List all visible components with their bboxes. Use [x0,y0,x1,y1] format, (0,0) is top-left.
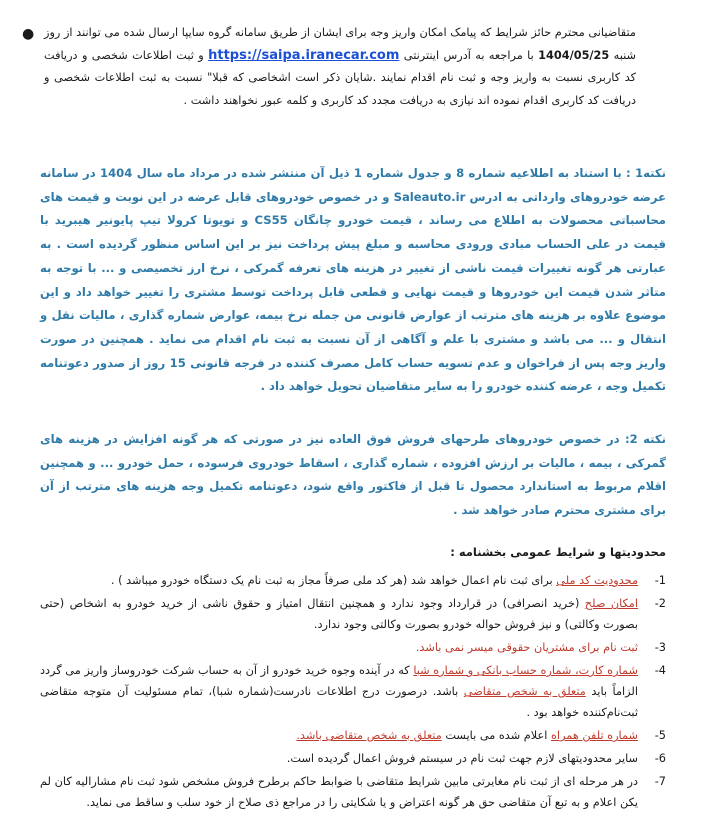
list-item [40,637,666,658]
list-item [40,570,666,591]
list-item [40,660,666,723]
intro-text-3: و ثبت اطلاعات شخصی و دریافت کد کاربری نسبت به واریز وجه و ثبت نام اقدام نمایند .شایان ذکر است اشخاصی که قبلا" نسبت به ثبت اطلاعات شخصی و دریافت کد کاربری اقدام نموده اند نیازی به دریافت مجدد کد کاربری و کلمه عبور نخواهند داشت . [44,48,636,107]
item-text: (خرید انصرافی) در قرارداد وجود ندارد و همچنین انتقال امتیاز و حقوق ناشی از خرید خودرو به اشخاص (حتی بصورت وکالتی) و نیز فروش حواله خودرو بصورت وکالتی وجود ندارد. [40,597,638,631]
list-item [40,593,666,635]
item-text: اعلام شده می بایست [441,729,552,742]
intro-text-2: با مراجعه به آدرس اینترنتی [403,48,534,62]
item-highlight-2: متعلق به شخص متقاضی [463,685,586,698]
saipa-link[interactable]: https://saipa.iranecar.com [208,47,400,63]
item-number: -7 [654,775,666,788]
item-text: ثبت نام برای مشتریان حقوقی میسر نمی باشد. [415,641,638,654]
item-text-2: باشد. درصورت درج اطلاعات نادرست(شماره شبا)، تمام مسئولیت آن متوجه متقاضی ثبت‌نام‌کننده خواهد بود . [40,685,638,719]
item-number: -3 [654,641,666,654]
item-text: سایر محدودیتهای لازم جهت ثبت نام در سیستم فروش اعمال گردیده است. [286,752,638,765]
item-highlight: امکان صلح [584,597,638,610]
list-item [40,748,666,769]
item-text: که در آینده وجوه خرید خودرو از آن به حساب شرکت خودروساز واریز می گردد الزاماً باید [40,664,639,698]
intro-paragraph [22,22,637,112]
note-1: نکته1 : با استناد به اطلاعیه شماره 8 و جدول شماره 1 ذیل آن منتشر شده در مرداد ماه سال 1404 در سامانه عرضه خودروهای وارداتی به ادرس Saleauto.ir و در خصوص خودروهای قابل عرضه در این نوبت و قیمت های محاسباتی محصولات به اطلاع می رساند ، قیمت خودرو چانگان CS55 و تویوتا کرولا تیپ پایونیر هیبرید با قیمت در علی الحساب مبادی ورودی محاسبه و مبلغ پیش پرداخت نیز بر این اساس منظور گردیده است . به عبارتی هر گونه تغییرات قیمت ناشی از تغییر در هزینه های تعرفه گمرکی ، نرخ ارز تخصیصی و ... با توجه به متاثر شدن قیمت این خودروها و قیمت نهایی و قطعی قابل پرداخت توسط مشتری را تغییر خواهد داد و این موضوع علاوه بر هزینه های مترتب از عوارض قانونی من جمله نرخ بیمه، عوارض شماره گذاری ، مالیات نقل و انتقال و ... می باشد و مشتری با علم و آگاهی از آن نسبت به ثبت نام اقدام می نماید . همچنین در صورت واریز وجه پس از فراخوان و عدم تسویه حساب کامل مصرف کننده در فرجه قانونی 15 روز از صدور دعوتنامه تکمیل وجه ، عرضه کننده خودرو را به سایر متقاضیان تحویل خواهد داد . [40,166,666,394]
item-number: -4 [654,664,666,677]
limits-heading: محدودیتها و شرایط عمومی بخشنامه : [450,545,666,559]
item-highlight: شماره کارت، شماره حساب بانکی و شماره شبا [413,664,638,677]
conditions-list [40,570,666,815]
list-item [40,771,666,813]
start-date: 1404/05/25 [538,48,610,62]
intro-text-1: متقاضیانی محترم حائز شرایط که پیامک امکان واریز وجه برای ایشان از طریق سامانه گروه سایپا ارسال شده می توانند از روز شنبه [44,26,637,62]
item-number: -6 [654,752,666,765]
item-text: برای ثبت نام اعمال خواهد شد (هر کد ملی صرفاً مجاز به ثبت نام یک دستگاه خودرو میباشد ) . [110,574,557,587]
bullet-icon: ● [22,26,35,42]
item-number: -1 [654,574,666,587]
item-highlight: شماره تلفن همراه [551,729,638,742]
list-item [40,725,666,746]
item-number: -5 [654,729,666,742]
item-number: -2 [654,597,666,610]
item-highlight-2: متعلق به شخص متقاضی باشد. [296,729,442,742]
item-text: در هر مرحله ای از ثبت نام مغایرتی مابین شرایط متقاضی با ضوابط حاکم برطرح فروش مشخص شود ثبت نام مشارالیه کان لم یکن اعلام و به تبع آن متقاضی حق هر گونه اعتراض و یا شکایتی را در مراجع ذی صلاح از خود سلب و ساقط می نماید. [40,775,638,809]
note-2: نکته 2: در خصوص خودروهای طرحهای فروش فوق العاده نیز در صورتی که هر گونه افزایش در هزینه های گمرکی ، بیمه ، مالیات بر ارزش افزوده ، شماره گذاری ، اسقاط خودروی فرسوده ، حمل خودرو ... و همچنین اقلام مربوط به استاندارد محصول تا قبل از فاکتور واقع شود، دعوتنامه تکمیل وجه هزینه های مترتب از آن برای مشتری محترم صادر خواهد شد . [40,432,666,518]
item-highlight: محدودیت کد ملی [556,574,638,587]
